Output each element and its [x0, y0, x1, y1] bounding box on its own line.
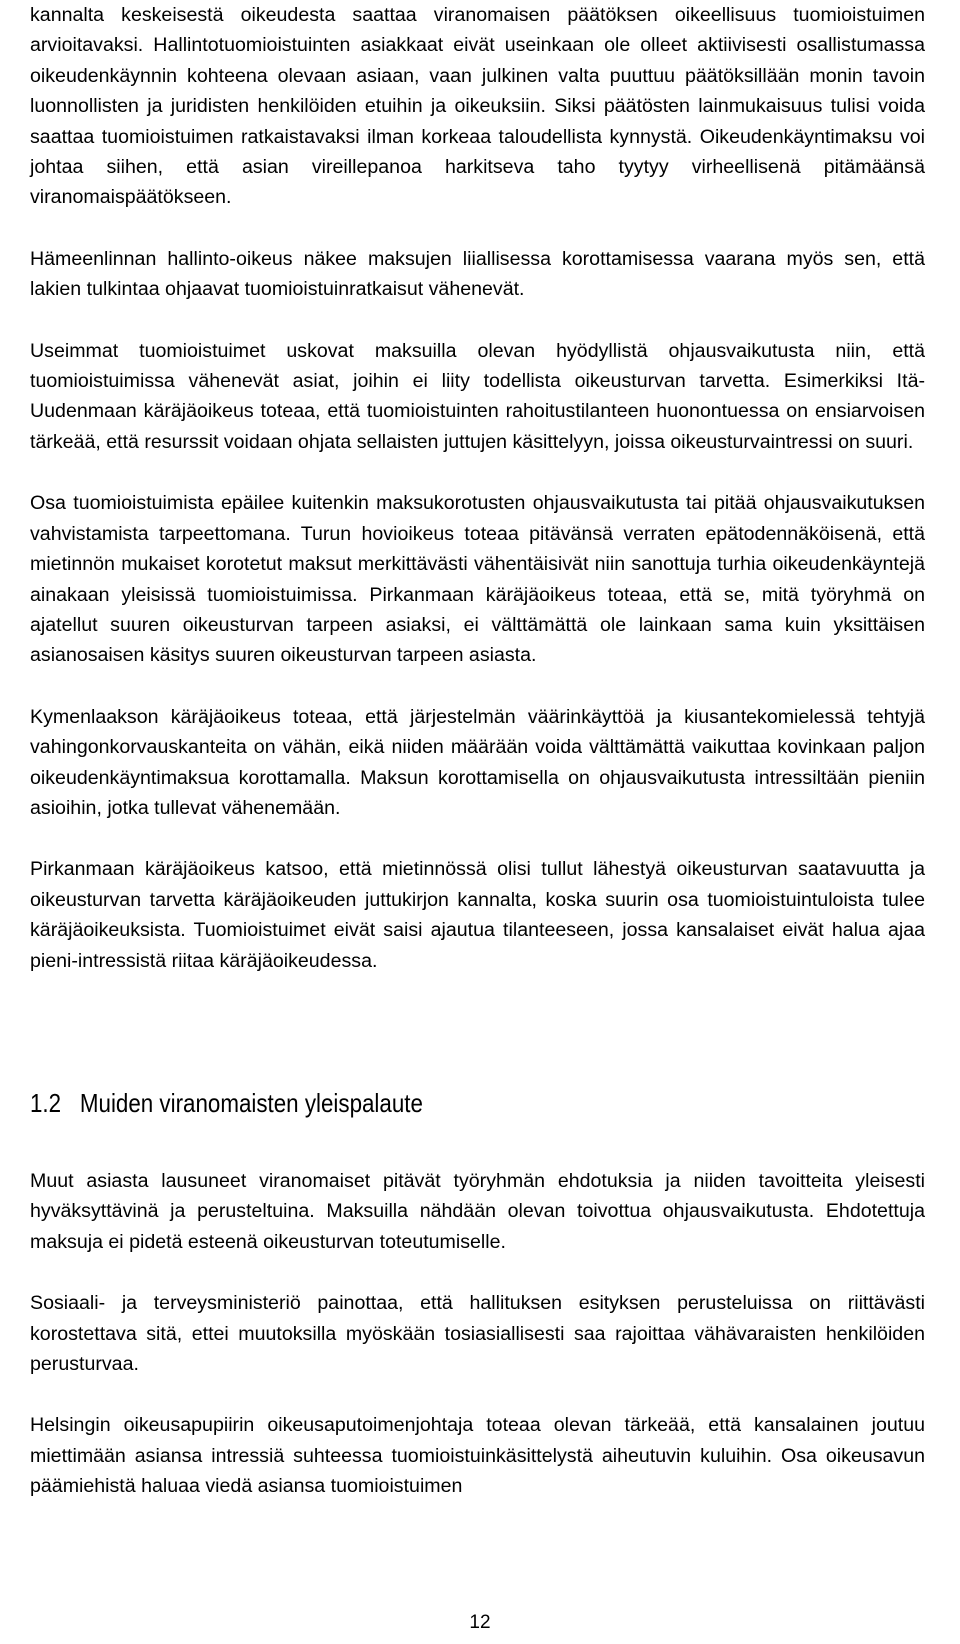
section-number: 1.2	[30, 1087, 62, 1118]
paragraph-social-health-ministry: Sosiaali- ja terveysministeriö painottaa, että hallituksen esityksen perusteluissa on riittävästi korostettava sitä, ettei muutoksilla myöskään tosiasiallisesti saa rajoittaa vähävaraisten henkilöiden perusturvaa.	[30, 1292, 925, 1375]
paragraph-kymenlaakso: Kymenlaakson käräjäoikeus toteaa, että järjestelmän väärinkäyttöä ja kiusantekomielessä tehtyjä vahingonkorvauskanteita on vähän, eikä niiden määrään voida välttämättä vaikuttaa kovinkaan paljon oikeudenkäyntimaksua korottamalla. Maksun korottamisella on ohjausvaikutusta intressiltään pieniin asioihin, jotka tullevat vähenemään.	[30, 705, 925, 819]
paragraph-hameenlinna: Hämeenlinnan hallinto-oikeus näkee maksujen liiallisessa korottamisessa vaarana myös sen, että lakien tulkintaa ohjaavat tuomioistuinratkaisut vähenevät.	[30, 247, 925, 301]
paragraph-other-authorities: Muut asiasta lausuneet viranomaiset pitävät työryhmän ehdotuksia ja niiden tavoitteita yleisesti hyväksyttävinä ja perusteltuina. Maksuilla nähdään olevan toivottua ohjausvaikutusta. Ehdotettuja maksuja ei pidetä esteenä oikeusturvan toteutumiselle.	[30, 1169, 925, 1253]
section-title: Muiden viranomaisten yleispalaute	[79, 1087, 423, 1118]
paragraph-pirkanmaa: Pirkanmaan käräjäoikeus katsoo, että mietinnössä olisi tullut lähestyä oikeusturvan saatavuutta ja oikeusturvan tarvetta käräjäoikeuden juttukirjon kannalta, koska suurin osa tuomioistuintuloista tulee käräjäoikeuksista. Tuomioistuimet eivät saisi ajautua tilanteeseen, jossa kansalaiset eivät halua ajaa pieni-intressistä riitaa käräjäoikeudessa.	[30, 858, 925, 972]
section-heading-block	[30, 976, 925, 1166]
section-heading	[30, 1086, 423, 1120]
paragraph-access-to-justice: kannalta keskeisestä oikeudesta saattaa viranomaisen päätöksen oikeellisuus tuomioistuimen arvioitavaksi. Hallintotuomioistuinten asiakkaat eivät useinkaan ole olleet aktiivisesti osallistumassa oikeudenkäynnin kohteena olevaan asiaan, vaan julkinen valta puuttuu päätöksillään monin tavoin luonnollisten ja juridisten henkilöiden etuihin ja oikeuksiin. Siksi päätösten lainmukaisuus tulisi voida saattaa tuomioistuimen ratkaistavaksi ilman korkeaa taloudellista kynnystä. Oikeudenkäyntimaksu voi johtaa siihen, että asian vireillepanoa harkitseva taho tyytyy virheellisenä pitämäänsä viranomaispäätökseen.	[30, 4, 925, 209]
paragraph-steering-effect: Useimmat tuomioistuimet uskovat maksuilla olevan hyödyllistä ohjausvaikutusta niin, että tuomioistuimissa vähenevät asiat, joihin ei liity todellista oikeusturvan tarvetta. Esimerkiksi Itä-Uudenmaan käräjäoikeus toteaa, että tuomioistuinten rahoitustilanteen huonontuessa on ensiarvoisen tärkeää, että resurssit voidaan ohjata sellaisten juttujen käsittelyyn, joissa oikeusturvaintressi on suuri.	[30, 339, 925, 453]
page-number: 12	[469, 1612, 491, 1633]
paragraph-helsinki-legal-aid: Helsingin oikeusapupiirin oikeusaputoimenjohtaja toteaa olevan tärkeää, että kansalainen joutuu miettimään asiansa intressiä suhteessa tuomioistuinkäsittelystä aiheutuvin kuluihin. Osa oikeusavun päämiehistä haluaa viedä asiansa tuomioistuimen	[30, 1414, 925, 1498]
document-body	[30, 0, 925, 1502]
paragraph-doubts: Osa tuomioistuimista epäilee kuitenkin maksukorotusten ohjausvaikutusta tai pitää ohjausvaikutuksen vahvistamista tarpeettomana. Turun hovioikeus toteaa pitävänsä verraten epätodennäköisenä, että mietinnön mukaiset korotetut maksut merkittävästi vähentäisivät niin sanottuja turhia oikeudenkäyntejä ainakaan yleisissä tuomioistuimissa. Pirkanmaan käräjäoikeus toteaa, että se, mitä työryhmä on ajatellut suuren oikeusturvan tarpeen asiaksi, ei välttämättä ole lainkaan sama kuin yksittäisen asianosaisen käsitys suuren oikeusturvan tarpeen asiasta.	[30, 492, 925, 667]
